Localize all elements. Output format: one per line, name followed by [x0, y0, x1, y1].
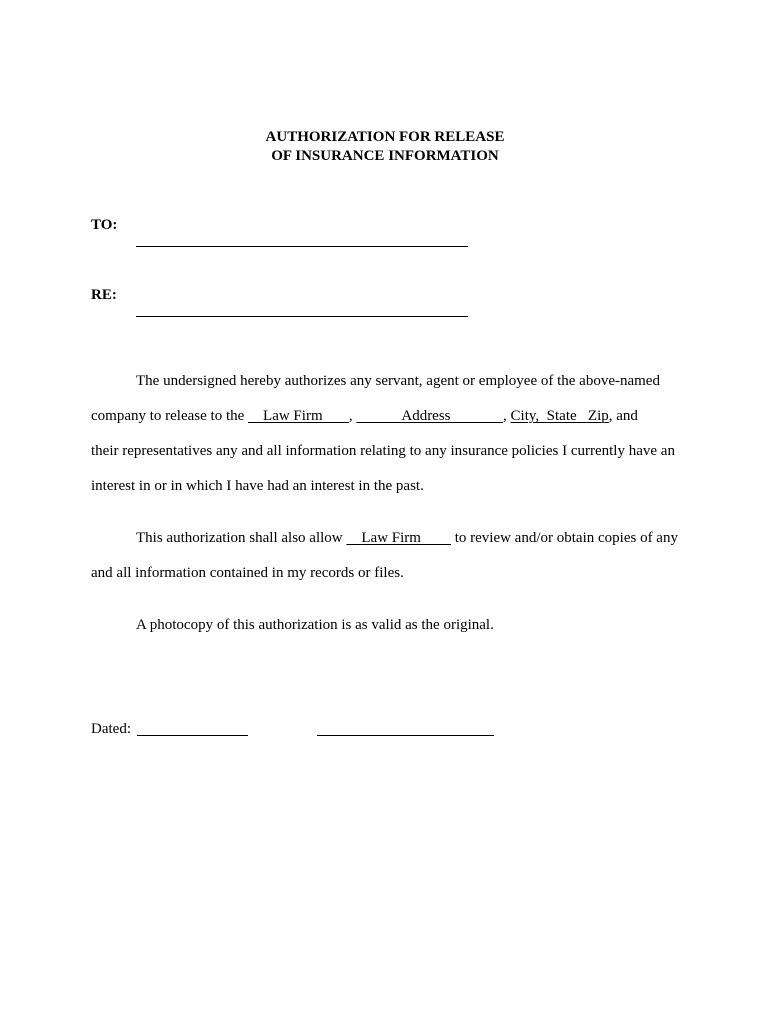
to-label: TO:	[91, 217, 118, 233]
to-signature-line[interactable]	[136, 246, 468, 247]
paragraph1-line1: The undersigned hereby authorizes any servant, agent or employee of the above-named	[136, 373, 660, 389]
state-zip-separator	[577, 408, 588, 424]
paragraph2-line2: and all information contained in my records or files.	[91, 565, 404, 581]
law-firm-field-text: Law Firm	[263, 408, 323, 424]
city-field[interactable]: City	[510, 408, 536, 424]
comma-separator: ,	[348, 408, 353, 424]
zip-field[interactable]: Zip	[587, 408, 609, 424]
paragraph1-line2-suffix: , and	[608, 408, 638, 424]
address-field-text: Address	[401, 408, 451, 424]
law-firm-field-2-text: Law Firm	[361, 530, 421, 546]
re-signature-line[interactable]	[136, 316, 468, 317]
comma-separator: ,	[535, 408, 540, 424]
law-firm-field[interactable]	[248, 408, 349, 424]
paragraph1-line3: their representatives any and all information relating to any insurance policies I currently have an	[91, 443, 675, 459]
paragraph2-line1	[136, 529, 678, 548]
paragraph2-line1-prefix: This authorization shall also allow	[136, 530, 347, 546]
comma-separator: ,	[503, 408, 511, 424]
paragraph3: A photocopy of this authorization is as valid as the original.	[136, 617, 494, 633]
paragraph1-line4: interest in or in which I have had an interest in the past.	[91, 478, 424, 494]
re-label: RE:	[91, 287, 117, 303]
dated-label: Dated:	[91, 721, 131, 737]
document-title-line1: AUTHORIZATION FOR RELEASE	[265, 129, 505, 145]
signature-line[interactable]	[317, 735, 494, 736]
document-title-line2: OF INSURANCE INFORMATION	[271, 148, 499, 164]
city-state-separator	[535, 408, 546, 424]
law-firm-field-2[interactable]	[346, 530, 451, 546]
address-field[interactable]	[356, 408, 503, 424]
paragraph2-line1-suffix: to review and/or obtain copies of any	[450, 530, 678, 546]
state-field[interactable]: State	[546, 408, 577, 424]
paragraph1-line2-prefix: company to release to the	[91, 408, 249, 424]
paragraph1-line2	[91, 407, 638, 426]
dated-field-line[interactable]	[137, 735, 248, 736]
